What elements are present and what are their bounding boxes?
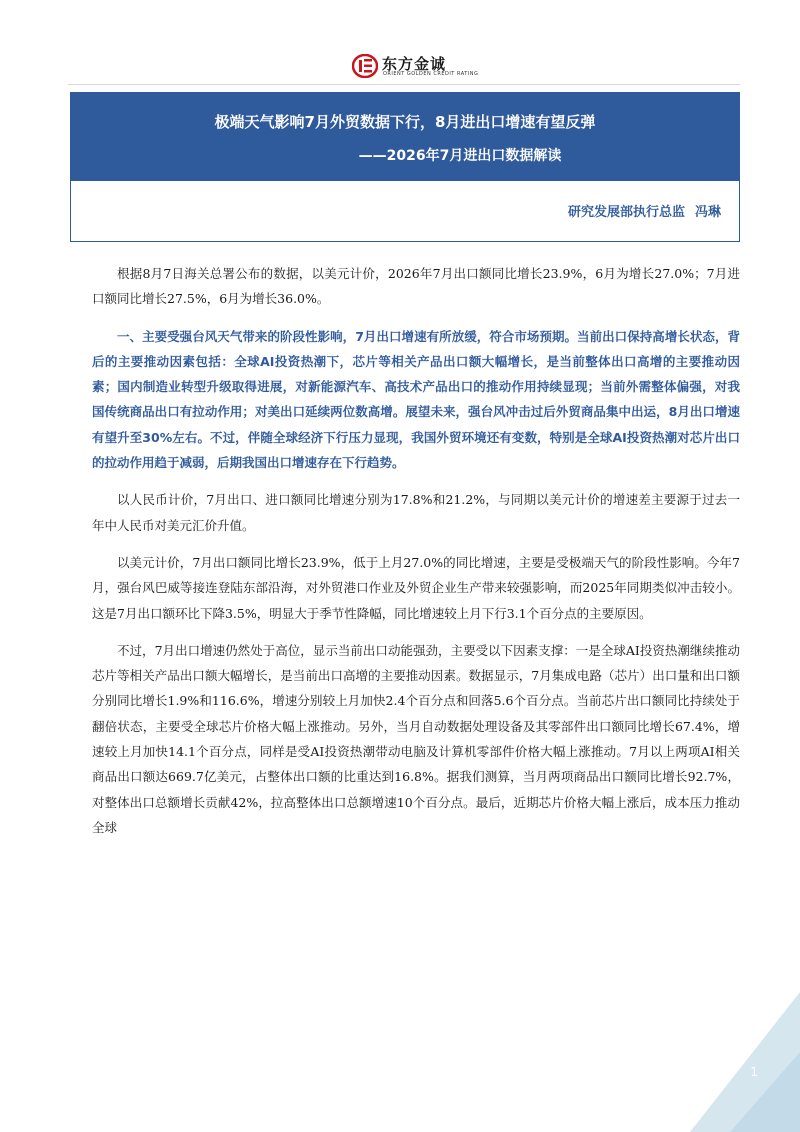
logo-name-en: ORIENT GOLDEN CREDIT RATING (383, 71, 479, 77)
paragraph: 以人民币计价，7月出口、进口额同比增速分别为17.8%和21.2%，与同期以美元计价的增速差主要源于过去一年中人民币对美元汇价升值。 (92, 492, 740, 533)
paragraph: 根据8月7日海关总署公布的数据，以美元计价，2026年7月出口额同比增长23.9%，6月为增长27.0%；7月进口额同比增长27.5%，6月为增长36.0%。 (92, 266, 740, 307)
report-title: 极端天气影响7月外贸数据下行，8月进出口增速有望反弹 (214, 113, 596, 131)
paragraph: 不过，7月出口增速仍然处于高位，显示当前出口动能强劲，主要受以下因素支撑：一是全球AI投资热潮继续推动芯片等相关产品出口额大幅增长，是当前出口高增的主要推动因素。数据显示，7月集成电路（芯片）出口量和出口额分别同比增长1.9%和116.6%，增速分别较上月加快2.4个百分点和回落5.6个百分点。当前芯片出口额同比持续处于翻倍状态，主要受全球芯片价格大幅上涨推动。另外，当月自动数据处理设备及其零部件出口额同比增长67.4%，增速较上月加快14.1个百分点，同样是受AI投资热潮带动电脑及计算机零部件价格大幅上涨推动。7月以上两项AI相关商品出口额达669.7亿美元，占整体出口额的比重达到16.8%。据我们测算，当月两项商品出口额同比增长92.7%，对整体出口总额增长贡献42%，拉高整体出口总额增速10个百分点。最后，近期芯片价格大幅上涨后，成本压力推动全球 (92, 642, 740, 835)
corner-decoration (690, 992, 800, 1132)
key-finding-paragraph: 一、主要受强台风天气带来的阶段性影响，7月出口增速有所放缓，符合市场预期。当前出口保持高增长状态，背后的主要推动因素包括：全球AI投资热潮下，芯片等相关产品出口额大幅增长，是当前整体出口高增的主要推动因素；国内制造业转型升级取得进展，对新能源汽车、高技术产品出口的推动作用持续显现；当前外需整体偏强，对我国传统商品出口有拉动作用；对美出口延续两位数高增。展望未来，强台风冲击过后外贸商品集中出运，8月出口增速有望升至30%左右。不过，伴随全球经济下行压力显现，我国外贸环境还有变数，特别是全球AI投资热潮对芯片出口的拉动作用趋于减弱，后期我国出口增速存在下行趋势。 (92, 328, 740, 471)
author-name: 冯琳 (694, 205, 721, 220)
logo-mark-icon (352, 54, 378, 78)
report-subtitle: ——2026年7月进出口数据解读 (358, 148, 562, 164)
report-body (92, 261, 740, 852)
page-number: 1 (750, 1065, 758, 1079)
header-rule (68, 84, 740, 85)
author-line (558, 201, 721, 220)
paragraph: 以美元计价，7月出口额同比增长23.9%，低于上月27.0%的同比增速，主要是受极端天气的阶段性影响。今年7月，强台风巴威等接连登陆东部沿海，对外贸港口作业及外贸企业生产带来较强影响，而2025年同期类似冲击较小。这是7月出口额环比下降3.5%，明显大于季节性降幅，同比增速较上月下行3.1个百分点的主要原因。 (92, 554, 740, 621)
author-role: 研究发展部执行总监 (567, 205, 685, 220)
company-logo (352, 54, 502, 78)
report-header-box (70, 92, 740, 242)
title-band (71, 93, 739, 181)
logo-name-cn: 东方金诚 (382, 55, 447, 73)
